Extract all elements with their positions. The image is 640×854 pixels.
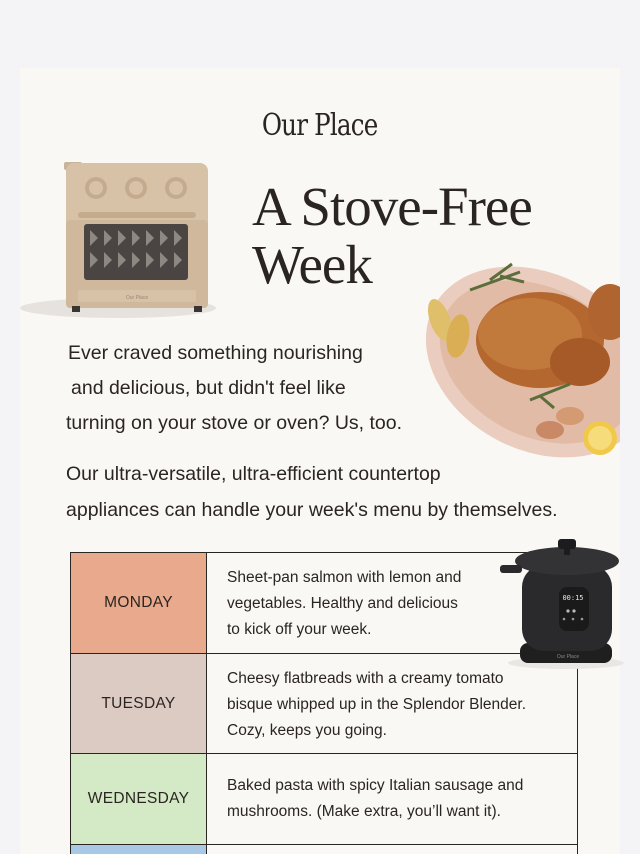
menu-line: bisque whipped up in the Splendor Blender. (227, 696, 527, 713)
dream-cooker-image[interactable] (496, 535, 626, 670)
menu-line: vegetables. Healthy and delicious (227, 595, 458, 612)
day-cell: WEDNESDAY (71, 754, 207, 844)
intro2-line-2: appliances can handle your week's menu by themselves. (66, 499, 558, 521)
menu-description (207, 845, 577, 854)
intro-line-3: turning on your stove or oven? Us, too. (66, 412, 403, 434)
brand-logo[interactable]: Our Place (261, 108, 378, 143)
menu-line: to kick off your week. (227, 621, 372, 638)
menu-line: Sheet-pan salmon with lemon and (227, 569, 462, 586)
menu-description (207, 754, 577, 844)
intro-line-1: Ever craved something nourishing (68, 342, 363, 364)
day-cell: TUESDAY (71, 654, 207, 753)
intro-paragraph-1 (66, 336, 446, 441)
menu-row-thursday (71, 845, 577, 854)
day-cell: MONDAY (71, 553, 207, 653)
menu-line: Baked pasta with spicy Italian sausage and (227, 777, 524, 794)
oven-brand-mark: Our Place (125, 295, 149, 301)
menu-row-wednesday (71, 754, 577, 845)
intro2-line-1: Our ultra-versatile, ultra-efficient countertop (66, 463, 441, 485)
headline-line-1: A Stove-Free (252, 176, 532, 237)
cooker-timer-display: 00:15 (562, 594, 584, 602)
roast-chicken-image[interactable] (420, 250, 620, 470)
intro-paragraph-2 (66, 456, 606, 528)
cooker-brand-mark: Our Place (556, 654, 580, 660)
menu-line: Cozy, keeps you going. (227, 722, 387, 739)
day-cell (71, 845, 207, 854)
menu-line: mushrooms. (Make extra, you’ll want it). (227, 803, 501, 820)
menu-line: Cheesy flatbreads with a creamy tomato (227, 670, 504, 687)
wonder-oven-image[interactable] (18, 160, 218, 320)
headline-line-2: Week (252, 234, 372, 295)
intro-line-2: and delicious, but didn't feel like (71, 377, 346, 399)
